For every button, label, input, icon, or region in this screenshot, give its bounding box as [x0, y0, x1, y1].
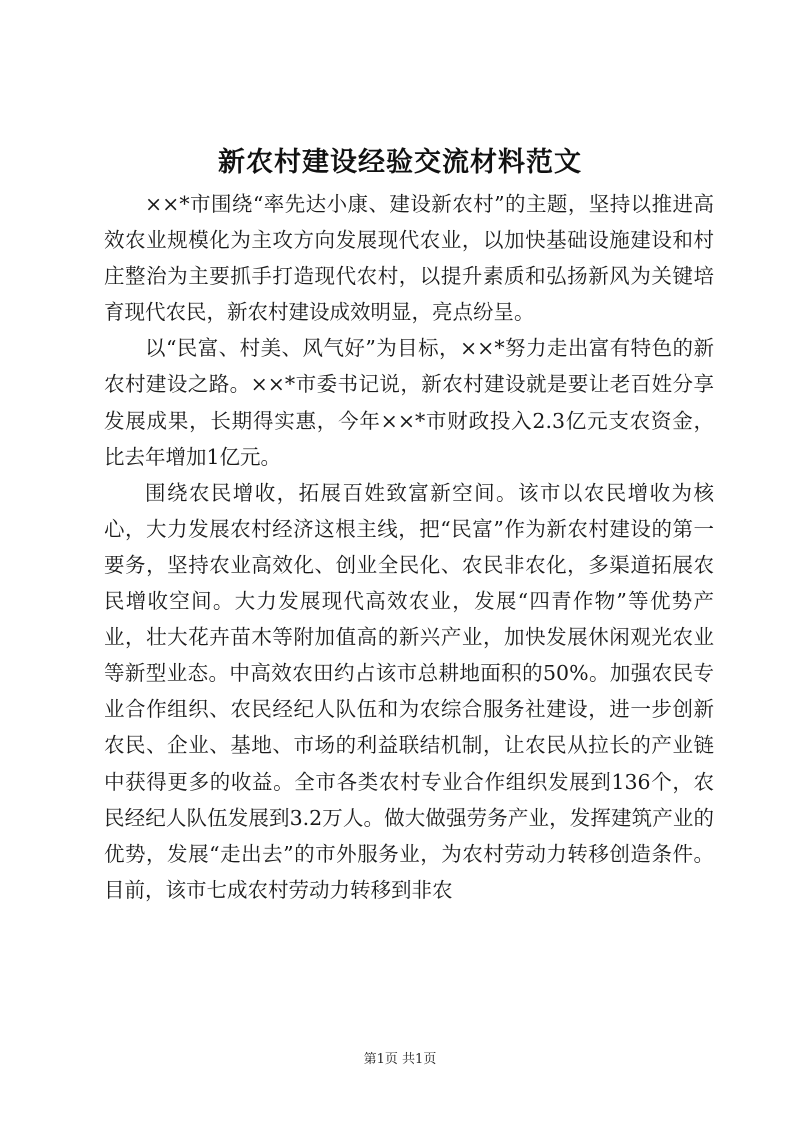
- page-footer: 第1页 共1页: [363, 1052, 437, 1067]
- document-title: 新农村建设经验交流材料范文: [218, 147, 582, 178]
- paragraph-goal: 以“民富、村美、风气好”为目标，××*努力走出富有特色的新农村建设之路。××*市委书记说，新农村建设就是要让老百姓分享发展成果，长期得实惠，今年××*市财政投入2.3亿元支农资金，比去年增加1亿元。: [104, 336, 714, 469]
- paragraph-intro: ××*市围绕“率先达小康、建设新农村”的主题，坚持以推进高效农业规模化为主攻方向发展现代农业，以加快基础设施建设和村庄整治为主要抓手打造现代农村，以提升素质和弘扬新风为关键培育现代农民，新农村建设成效明显，亮点纷呈。: [104, 192, 714, 325]
- document-body: [104, 186, 714, 908]
- paragraph-income: 围绕农民增收，拓展百姓致富新空间。该市以农民增收为核心，大力发展农村经济这根主线，把“民富”作为新农村建设的第一要务，坚持农业高效化、创业全民化、农民非农化，多渠道拓展农民增收空间。大力发展现代高效农业，发展“四青作物”等优势产业，壮大花卉苗木等附加值高的新兴产业，加快发展休闲观光农业等新型业态。中高效农田约占该市总耕地面积的50%。加强农民专业合作组织、农民经纪人队伍和为农综合服务社建设，进一步创新农民、企业、基地、市场的利益联结机制，让农民从拉长的产业链中获得更多的收益。全市各类农村专业合作组织发展到136个，农民经纪人队伍发展到3.2万人。做大做强劳务产业，发挥建筑产业的优势，发展“走出去”的市外服务业，为农村劳动力转移创造条件。目前，该市七成农村劳动力转移到非农: [104, 480, 714, 902]
